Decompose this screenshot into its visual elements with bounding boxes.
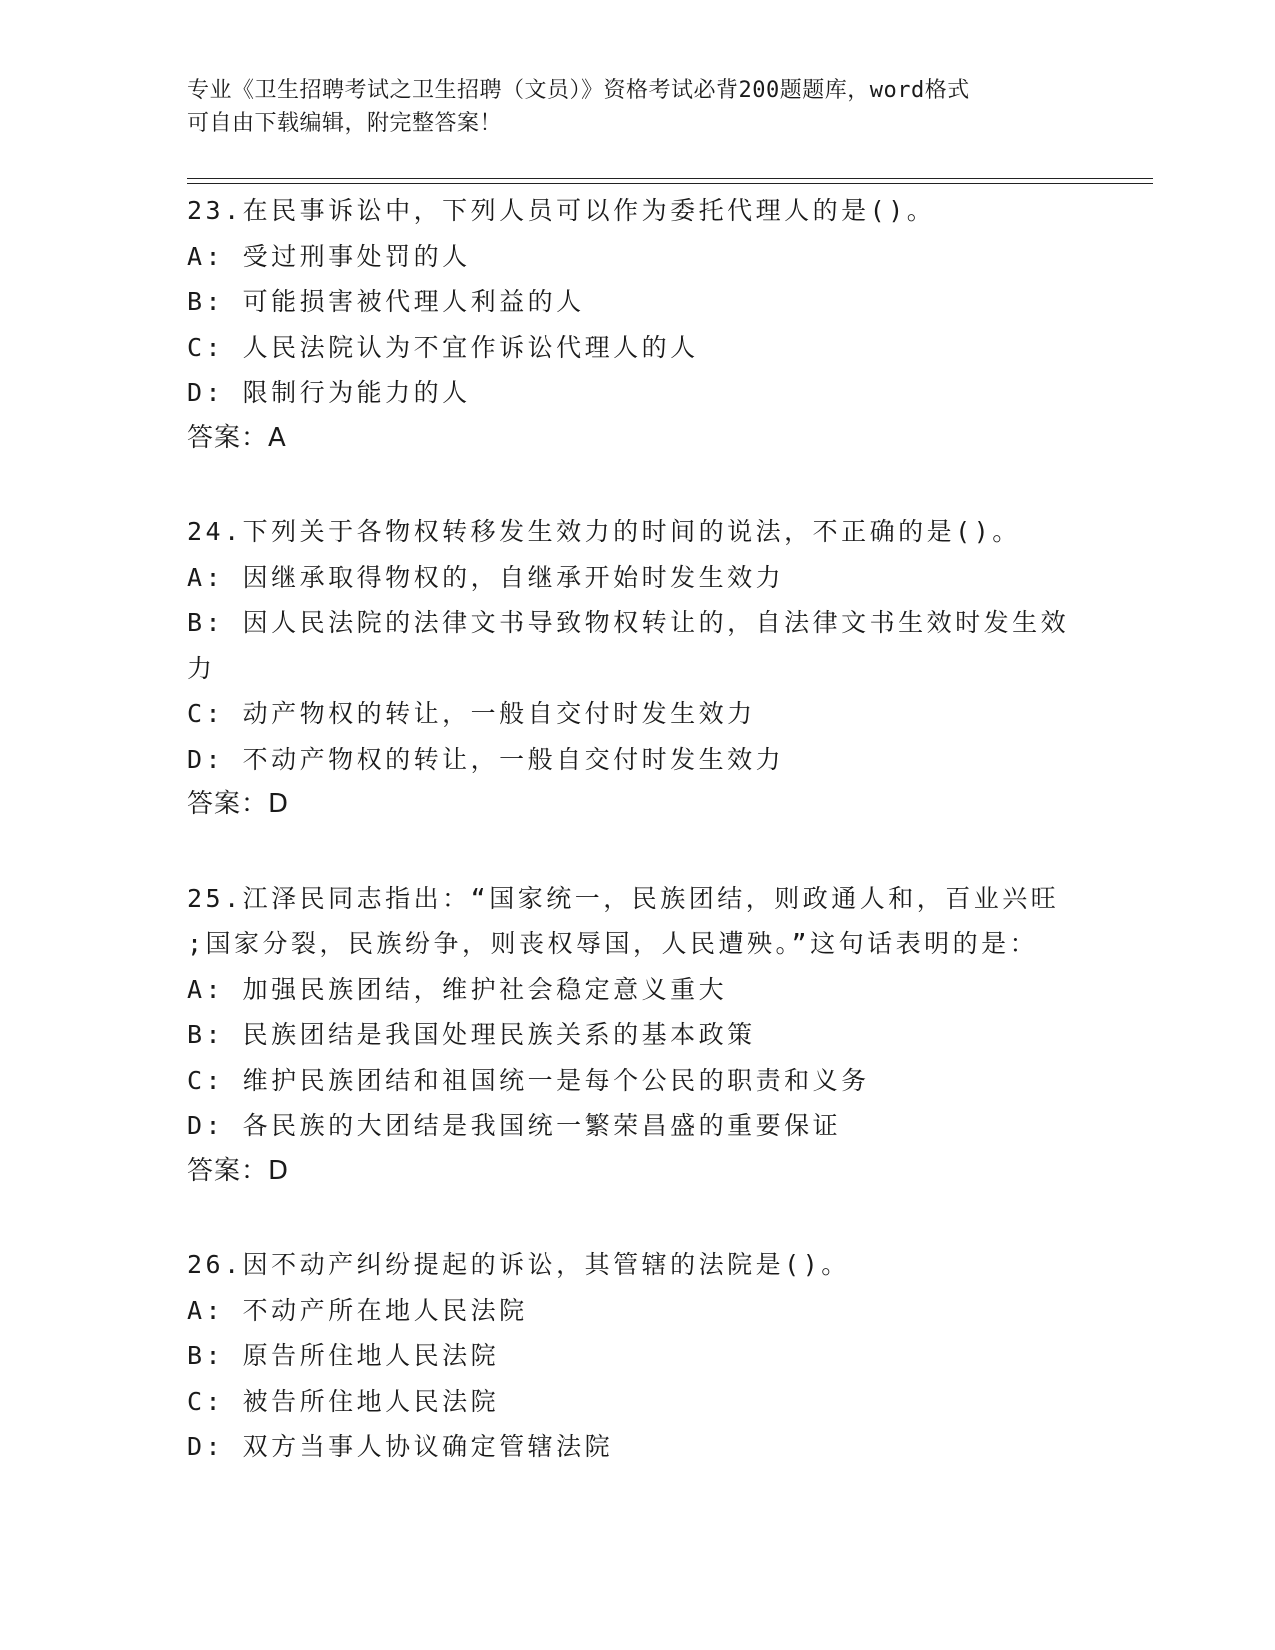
option-a: A: 受过刑事处罚的人 (187, 241, 471, 271)
question-stem: 25.江泽民同志指出：“国家统一，民族团结，则政通人和，百业兴旺 (187, 883, 1060, 913)
option-d: D: 不动产物权的转让，一般自交付时发生效力 (187, 744, 785, 774)
option-a: A: 加强民族团结，维护社会稳定意义重大 (187, 974, 728, 1004)
document-header (187, 74, 1087, 140)
answer-label: 答案：D (187, 1155, 290, 1186)
option-c: C: 被告所住地人民法院 (187, 1386, 500, 1416)
question-item (187, 509, 1087, 828)
option-b: B: 民族团结是我国处理民族关系的基本政策 (187, 1020, 756, 1049)
option-d: D: 双方当事人协议确定管辖法院 (187, 1432, 614, 1461)
question-stem: 23.在民事诉讼中，下列人员可以作为委托代理人的是()。 (187, 196, 936, 225)
question-list (187, 188, 1087, 1518)
option-b: 力 (187, 653, 216, 683)
option-c: C: 人民法院认为不宜作诉讼代理人的人 (187, 332, 699, 362)
answer-label: 答案：A (187, 422, 287, 453)
question-stem: 26.因不动产纠纷提起的诉讼，其管辖的法院是()。 (187, 1250, 850, 1279)
question-stem: 24.下列关于各物权转移发生效力的时间的说法，不正确的是()。 (187, 517, 1021, 546)
option-d: D: 各民族的大团结是我国统一繁荣昌盛的重要保证 (187, 1111, 842, 1140)
option-a: A: 不动产所在地人民法院 (187, 1295, 528, 1325)
option-c: C: 维护民族团结和祖国统一是每个公民的职责和义务 (187, 1065, 870, 1095)
option-a: A: 因继承取得物权的，自继承开始时发生效力 (187, 562, 785, 592)
question-item (187, 876, 1087, 1195)
question-stem: ;国家分裂，民族纷争，则丧权辱国，人民遭殃。”这句话表明的是： (187, 929, 1039, 958)
option-c: C: 动产物权的转让，一般自交付时发生效力 (187, 699, 756, 728)
header-divider-top (187, 178, 1153, 179)
option-b: B: 可能损害被代理人利益的人 (187, 287, 585, 316)
option-d: D: 限制行为能力的人 (187, 378, 471, 407)
header-line-1: 专业《卫生招聘考试之卫生招聘（文员）》资格考试必背200题题库，word格式 (187, 78, 970, 103)
header-divider-bottom (187, 183, 1153, 184)
header-line-2: 可自由下载编辑，附完整答案！ (187, 111, 503, 136)
option-b: B: 因人民法院的法律文书导致物权转让的，自法律文书生效时发生效 (187, 608, 1070, 637)
answer-label: 答案：D (187, 789, 290, 819)
option-b: B: 原告所住地人民法院 (187, 1341, 500, 1370)
question-item (187, 188, 1087, 461)
question-item (187, 1242, 1087, 1470)
